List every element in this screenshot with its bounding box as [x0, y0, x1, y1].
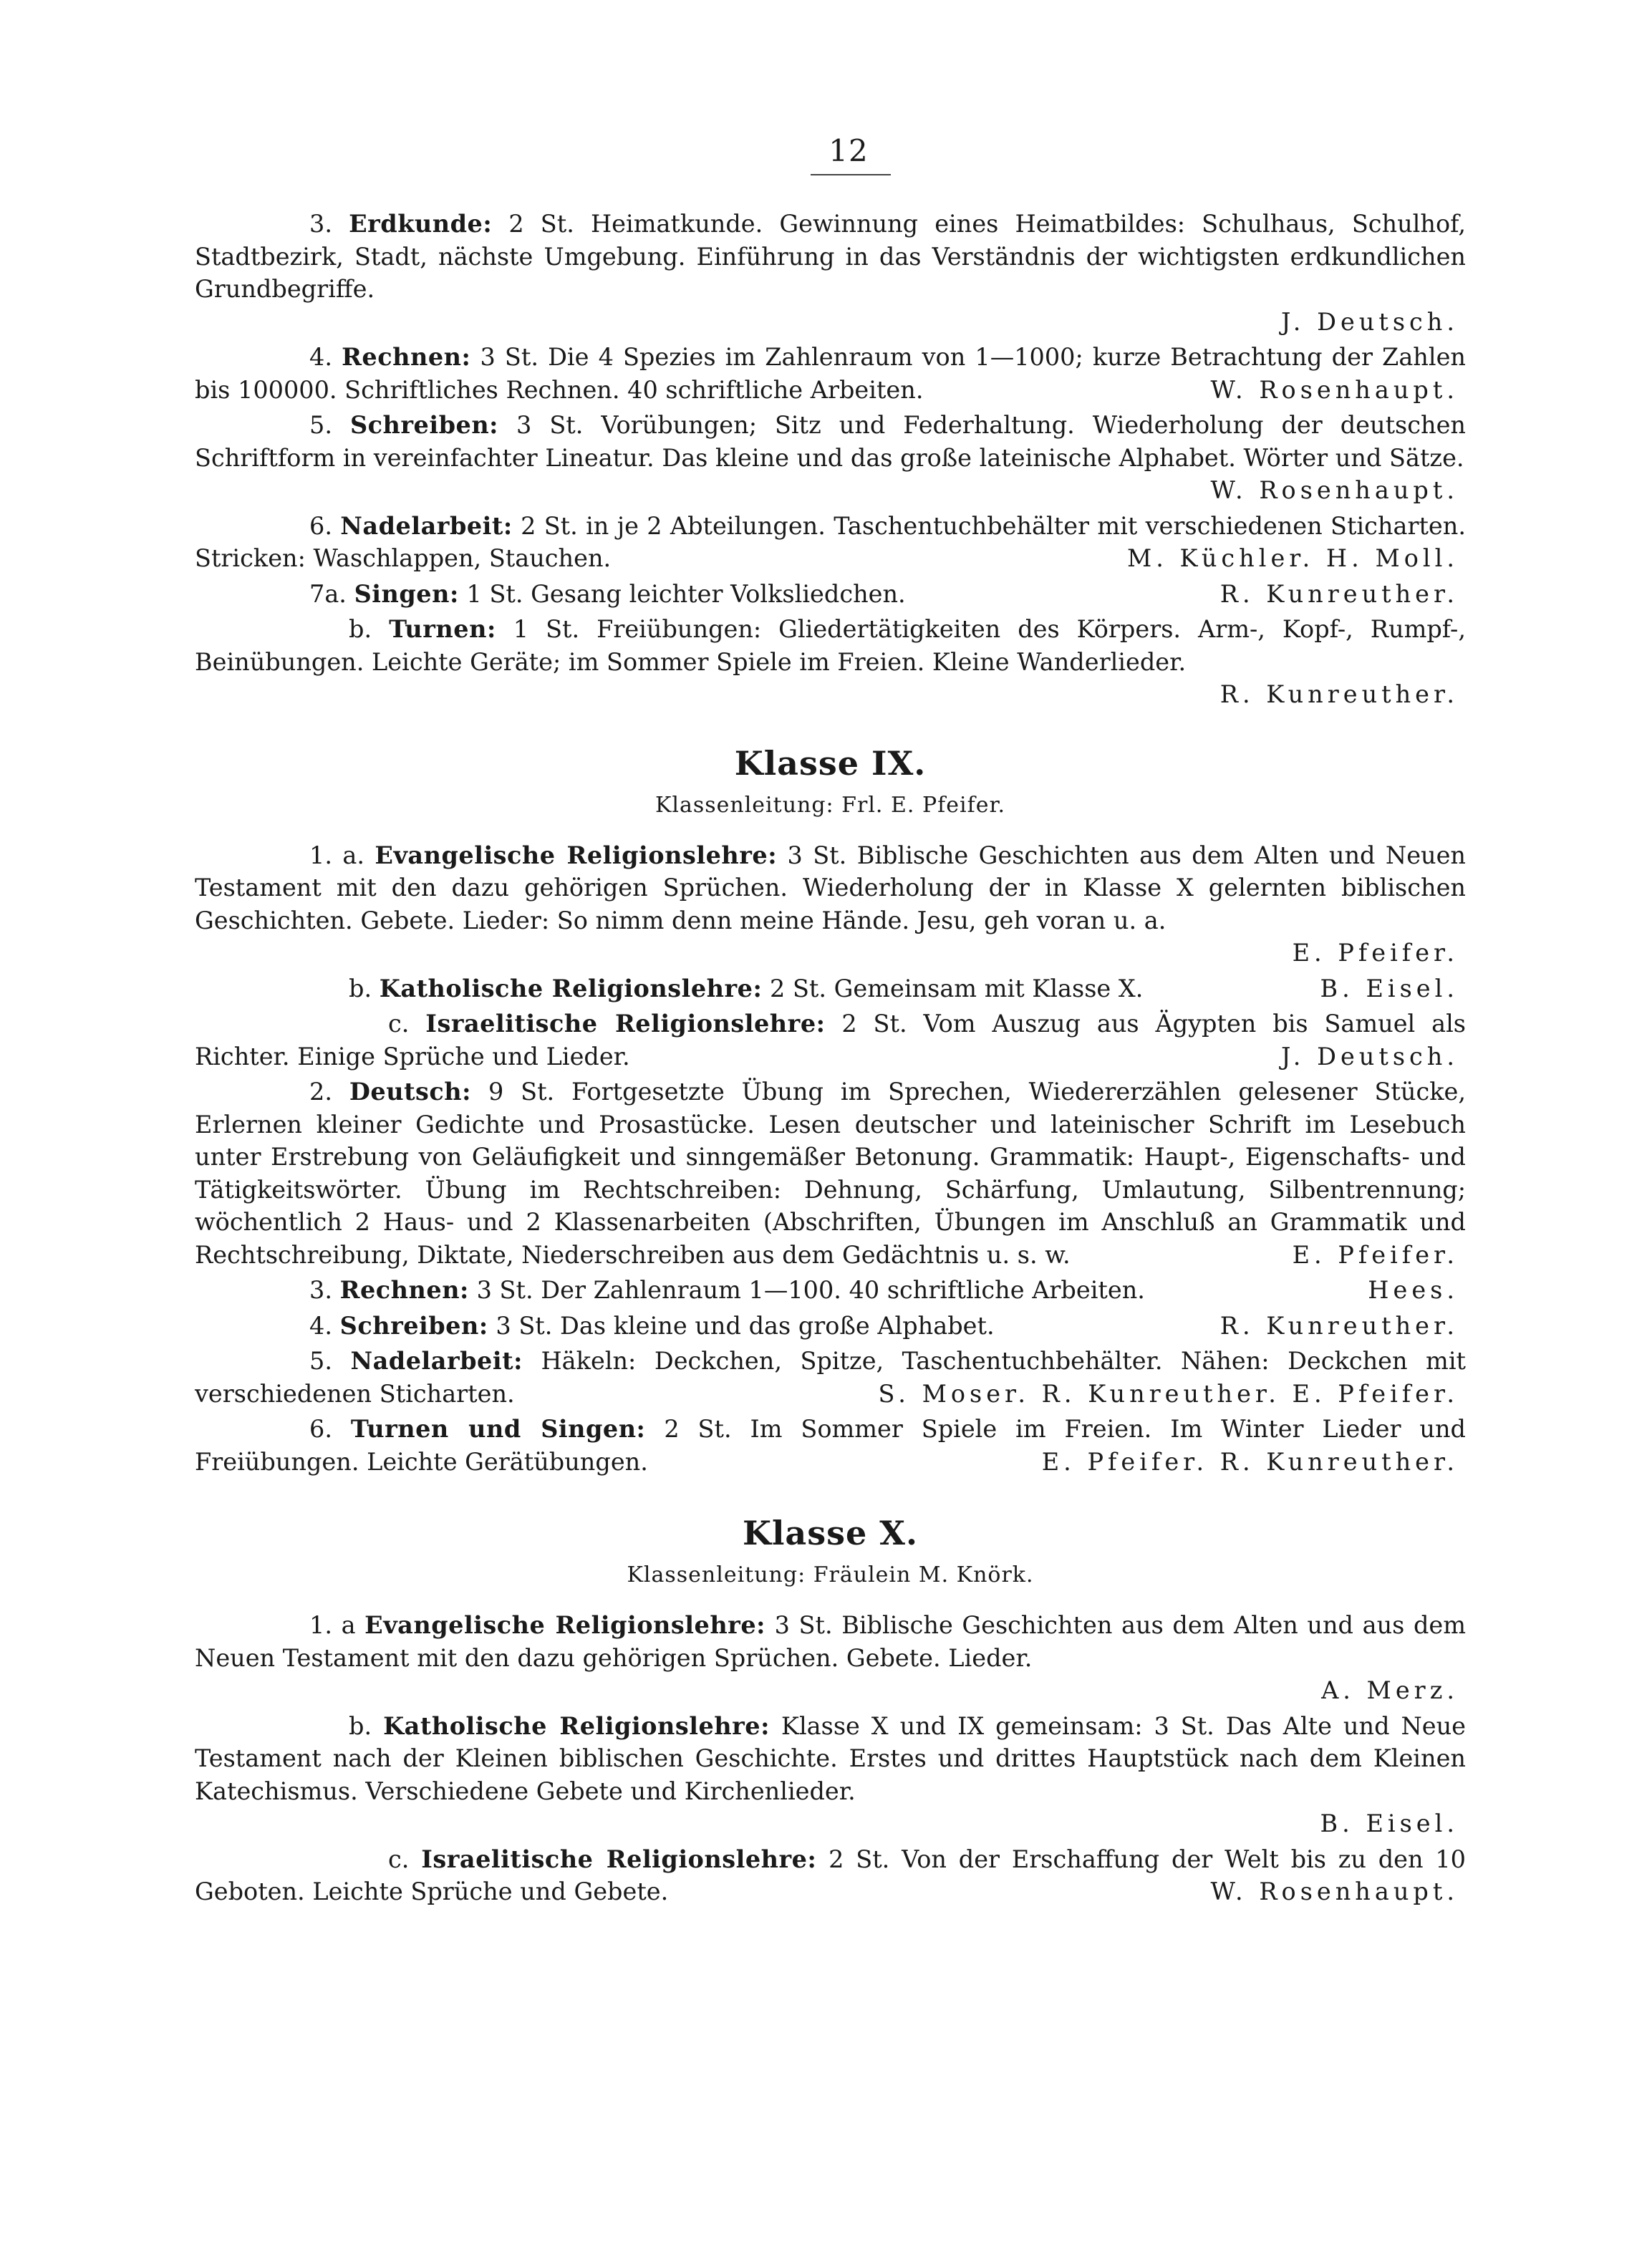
paragraph-turnen-singen-ix: 6. Turnen und Singen: 2 St. Im Sommer Spiele im Freien. Im Winter Lieder und Freiübungen. Leichte Gerätübungen. E. Pfeifer. R. Kunreuther.: [195, 1413, 1466, 1478]
subject-label: Schreiben:: [339, 1311, 488, 1340]
teacher-signature: E. Pfeifer. R. Kunreuther.: [1041, 1447, 1459, 1476]
subject-label: Israelitische Religionslehre:: [425, 1010, 826, 1038]
teacher-signature: R. Kunreuther.: [1219, 579, 1459, 608]
teacher-signature: R. Kunreuther.: [1219, 680, 1459, 708]
teacher-signature: B. Eisel.: [1320, 1809, 1459, 1837]
paragraph-isr-religion-x: c. Israelitische Religionslehre: 2 St. Von der Erschaffung der Welt bis zu den 10 Geboten. Leichte Sprüche und Gebete. W. Rosenhaupt.: [195, 1843, 1466, 1908]
page-number: 12: [829, 133, 869, 168]
teacher-signature: J. Deutsch.: [1280, 1042, 1459, 1071]
subject-label: Katholische Religionslehre:: [383, 1711, 770, 1740]
subject-label: Israelitische Religionslehre:: [421, 1845, 817, 1873]
section-heading-klasse-ix: Klasse IX.: [734, 743, 927, 783]
teacher-signature: W. Rosenhaupt.: [1210, 1878, 1459, 1905]
teacher-signature: S. Moser. R. Kunreuther. E. Pfeifer.: [878, 1379, 1459, 1408]
subject-label: Nadelarbeit:: [340, 511, 513, 540]
teacher-signature: M. Küchler. H. Moll.: [1126, 544, 1459, 572]
teacher-signature: W. Rosenhaupt.: [1210, 375, 1459, 404]
paragraph-ev-religion-x: 1. a Evangelische Religionslehre: 3 St. Biblische Geschichten aus dem Alten und aus dem Neuen Testament mit den dazu gehörigen Sprüchen. Gebete. Lieder. A. Merz.: [195, 1609, 1466, 1707]
paragraph-schreiben: 5. Schreiben: 3 St. Vorübungen; Sitz und Federhaltung. Wiederholung der deutschen Schriftform in vereinfachter Lineatur. Das kleine und das große lateinische Alphabet. Wörter und Sätze. W. Rosenhaupt.: [195, 409, 1466, 507]
class-leadership-ix: Klassenleitung: Frl. E. Pfeifer.: [654, 792, 1006, 818]
subject-label: Nadelarbeit:: [350, 1347, 523, 1375]
teacher-signature: E. Pfeifer.: [1292, 1240, 1459, 1269]
paragraph-nadelarbeit-ix: 5. Nadelarbeit: Häkeln: Deckchen, Spitze, Taschentuchbehälter. Nähen: Deckchen mit verschiedenen Sticharten. S. Moser. R. Kunreuther. E. Pfeifer.: [195, 1345, 1466, 1410]
paragraph-turnen: b. Turnen: 1 St. Freiübungen: Gliedertätigkeiten des Körpers. Arm-, Kopf-, Rumpf-, Beinübungen. Leichte Geräte; im Sommer Spiele im Freien. Kleine Wanderlieder. R. Kunreuther.: [195, 613, 1466, 711]
subject-label: Evangelische Religionslehre:: [364, 1611, 766, 1639]
class-leadership-x: Klassenleitung: Fräulein M. Knörk.: [627, 1562, 1034, 1587]
paragraph-kath-religion-ix: b. Katholische Religionslehre: 2 St. Gemeinsam mit Klasse X. B. Eisel.: [195, 972, 1466, 1005]
paragraph-nadelarbeit: 6. Nadelarbeit: 2 St. in je 2 Abteilungen. Taschentuchbehälter mit verschiedenen Sticharten. Stricken: Waschlappen, Stauchen. M. Küchler. H. Moll.: [195, 510, 1466, 575]
paragraph-kath-religion-x: b. Katholische Religionslehre: Klasse X und IX gemeinsam: 3 St. Das Alte und Neue Testament nach der Kleinen biblischen Geschichte. Erstes und drittes Hauptstück nach dem Kleinen Katechismus. Verschiedene Gebete und Kirchenlieder. B. Eisel.: [195, 1710, 1466, 1840]
paragraph-schreiben-ix: 4. Schreiben: 3 St. Das kleine und das große Alphabet. R. Kunreuther.: [195, 1310, 1466, 1343]
subject-label: Turnen:: [389, 615, 496, 643]
subject-label: Turnen und Singen:: [350, 1415, 646, 1443]
teacher-signature: Hees.: [1368, 1276, 1459, 1304]
teacher-signature: A. Merz.: [1321, 1676, 1459, 1704]
subject-label: Singen:: [354, 579, 459, 608]
subject-label: Evangelische Religionslehre:: [375, 841, 778, 869]
subject-label: Katholische Religionslehre:: [379, 974, 763, 1002]
paragraph-rechnen: 4. Rechnen: 3 St. Die 4 Spezies im Zahlenraum von 1—1000; kurze Betrachtung der Zahlen bis 100000. Schriftliches Rechnen. 40 schriftliche Arbeiten. W. Rosenhaupt.: [195, 341, 1466, 406]
subject-label: Rechnen:: [342, 343, 471, 371]
page-number-rule: [811, 174, 891, 175]
subject-label: Rechnen:: [339, 1276, 469, 1304]
teacher-signature: J. Deutsch.: [1280, 307, 1459, 336]
teacher-signature: W. Rosenhaupt.: [1210, 476, 1459, 504]
page-content: [195, 208, 1466, 1911]
paragraph-ev-religion-ix: 1. a. Evangelische Religionslehre: 3 St. Biblische Geschichten aus dem Alten und Neuen Testament mit den dazu gehörigen Sprüchen. Wiederholung der in Klasse X gelernten biblischen Geschichten. Gebete. Lieder: So nimm denn meine Hände. Jesu, geh voran u. a. E. Pfeifer.: [195, 839, 1466, 970]
paragraph-erdkunde: 3. Erdkunde: 2 St. Heimatkunde. Gewinnung eines Heimatbildes: Schulhaus, Schulhof, Stadtbezirk, Stadt, nächste Umgebung. Einführung in das Verständnis der wichtigsten erdkundlichen Grundbegriffe. J. Deutsch.: [195, 208, 1466, 338]
teacher-signature: R. Kunreuther.: [1219, 1311, 1459, 1340]
paragraph-isr-religion-ix: c. Israelitische Religionslehre: 2 St. Vom Auszug aus Ägypten bis Samuel als Richter. Einige Sprüche und Lieder. J. Deutsch.: [195, 1007, 1466, 1073]
subject-label: Schreiben:: [349, 411, 499, 439]
subject-label: Deutsch:: [349, 1078, 472, 1106]
teacher-signature: E. Pfeifer.: [1292, 939, 1459, 967]
paragraph-singen: 7a. Singen: 1 St. Gesang leichter Volksliedchen. R. Kunreuther.: [195, 578, 1466, 611]
paragraph-rechnen-ix: 3. Rechnen: 3 St. Der Zahlenraum 1—100. 40 schriftliche Arbeiten. Hees.: [195, 1274, 1466, 1307]
teacher-signature: B. Eisel.: [1320, 974, 1459, 1002]
paragraph-deutsch-ix: 2. Deutsch: 9 St. Fortgesetzte Übung im Sprechen, Wiedererzählen gelesener Stücke, Erlernen kleiner Gedichte und Prosastücke. Lesen deutscher und lateinischer Schrift im Lesebuch unter Erstrebung von Geläufigkeit und sinngemäßer Betonung. Grammatik: Haupt-, Eigenschafts- und Tätigkeitswörter. Übung im Rechtschreiben: Dehnung, Schärfung, Umlautung, Silbentrennung; wöchentlich 2 Haus- und 2 Klassenarbeiten (Abschriften, Übungen im Anschluß an Grammatik und Rechtschreibung, Diktate, Niederschreiben aus dem Gedächtnis u. s. w. E. Pfeifer.: [195, 1076, 1466, 1271]
section-heading-klasse-x: Klasse X.: [742, 1514, 919, 1552]
subject-label: Erdkunde:: [349, 210, 493, 238]
